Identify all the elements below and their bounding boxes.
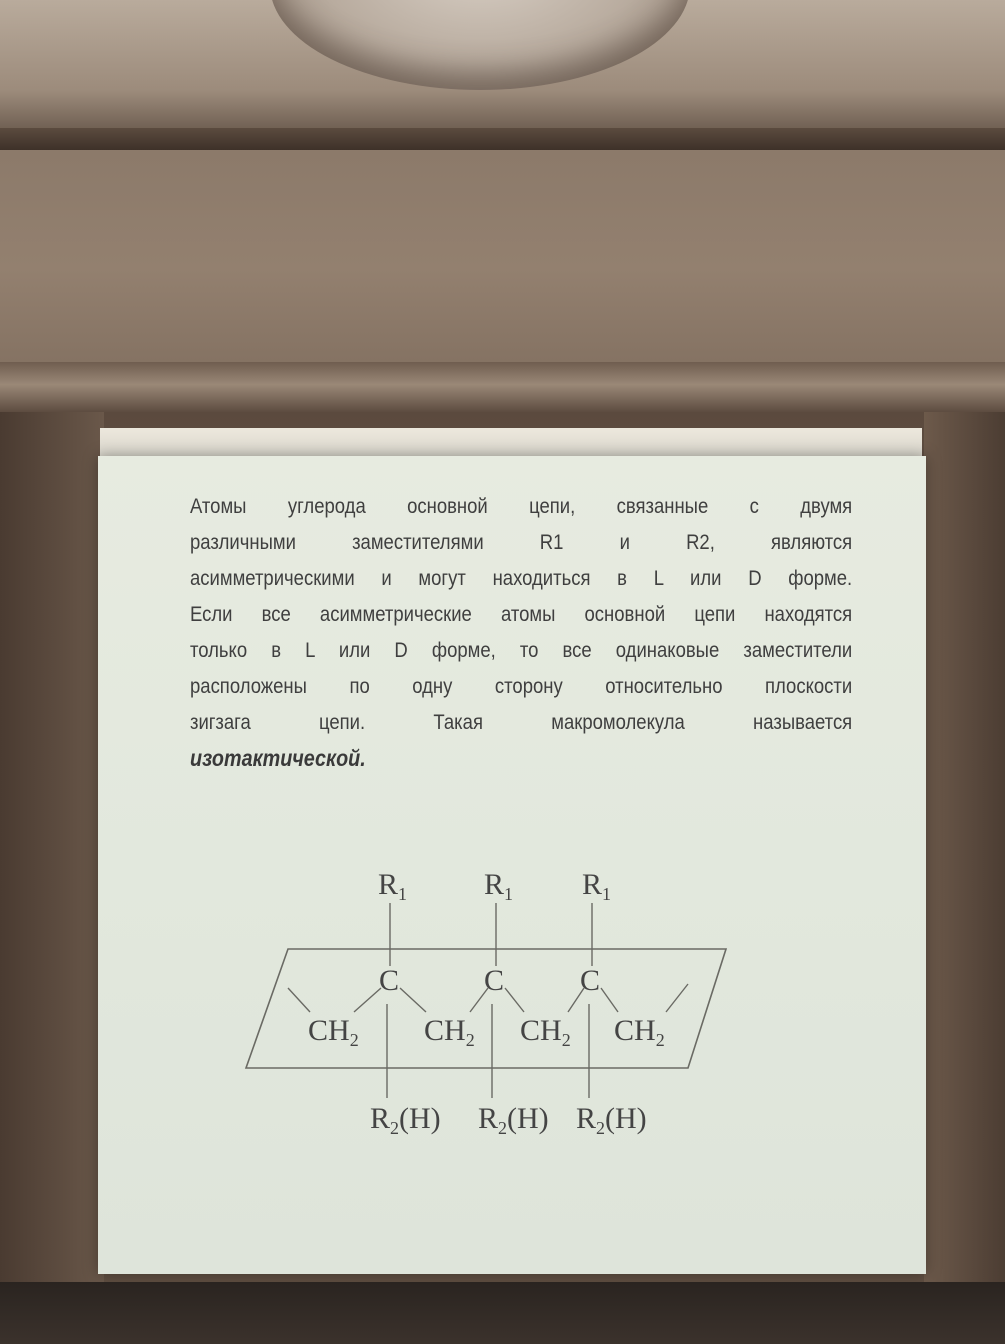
- screen-bottom-bar: [0, 1282, 1005, 1344]
- slide-line: асимметрическими и могут находиться в L или D форме.: [190, 566, 853, 590]
- label-carbon: C: [580, 964, 601, 997]
- label-ch2: $CH_2$: [520, 1014, 571, 1050]
- right-wall-panel: [924, 412, 1005, 1344]
- label-r2h: $R_2(H)$: [478, 1102, 549, 1138]
- label-carbon: C: [484, 964, 505, 997]
- label-ch2: $CH_2$: [614, 1014, 665, 1050]
- chain-bond: [601, 988, 618, 1012]
- label-ch2: $CH_2$: [308, 1014, 359, 1050]
- label-r2h: $R_2(H)$: [370, 1102, 441, 1138]
- left-wall-panel: [0, 412, 104, 1344]
- chain-bond: [354, 988, 381, 1012]
- slide-line: расположены по одну сторону относительно плоскости: [190, 674, 853, 698]
- chain-bond: [288, 988, 310, 1012]
- chain-bond: [505, 988, 524, 1012]
- slide-line: различными заместителями R1 и R2, являются: [190, 530, 853, 554]
- chain-bond: [666, 984, 688, 1012]
- slide-line: Атомы углерода основной цепи, связанные с двумя: [190, 494, 853, 518]
- label-r1: $R_1$: [484, 868, 514, 904]
- isotactic-structure-diagram: [98, 456, 926, 1274]
- slide-line: зигзага цепи. Такая макромолекула называется: [190, 710, 853, 734]
- slide-line: Если все асимметрические атомы основной цепи находятся: [190, 602, 853, 626]
- slide-line: только в L или D форме, то все одинаковые заместители: [190, 638, 853, 662]
- ceiling-beam: [0, 128, 1005, 150]
- label-r1: $R_1$: [378, 868, 408, 904]
- chain-bond: [400, 988, 426, 1012]
- label-ch2: $CH_2$: [424, 1014, 475, 1050]
- projector-screen-housing: [100, 428, 922, 458]
- label-carbon: C: [379, 964, 400, 997]
- projector-screen: [98, 456, 926, 1274]
- label-r1: $R_1$: [582, 868, 612, 904]
- slide-term-isotactic: изотактической.: [190, 745, 366, 771]
- label-r2h: $R_2(H)$: [576, 1102, 647, 1138]
- cornice: [0, 362, 1005, 412]
